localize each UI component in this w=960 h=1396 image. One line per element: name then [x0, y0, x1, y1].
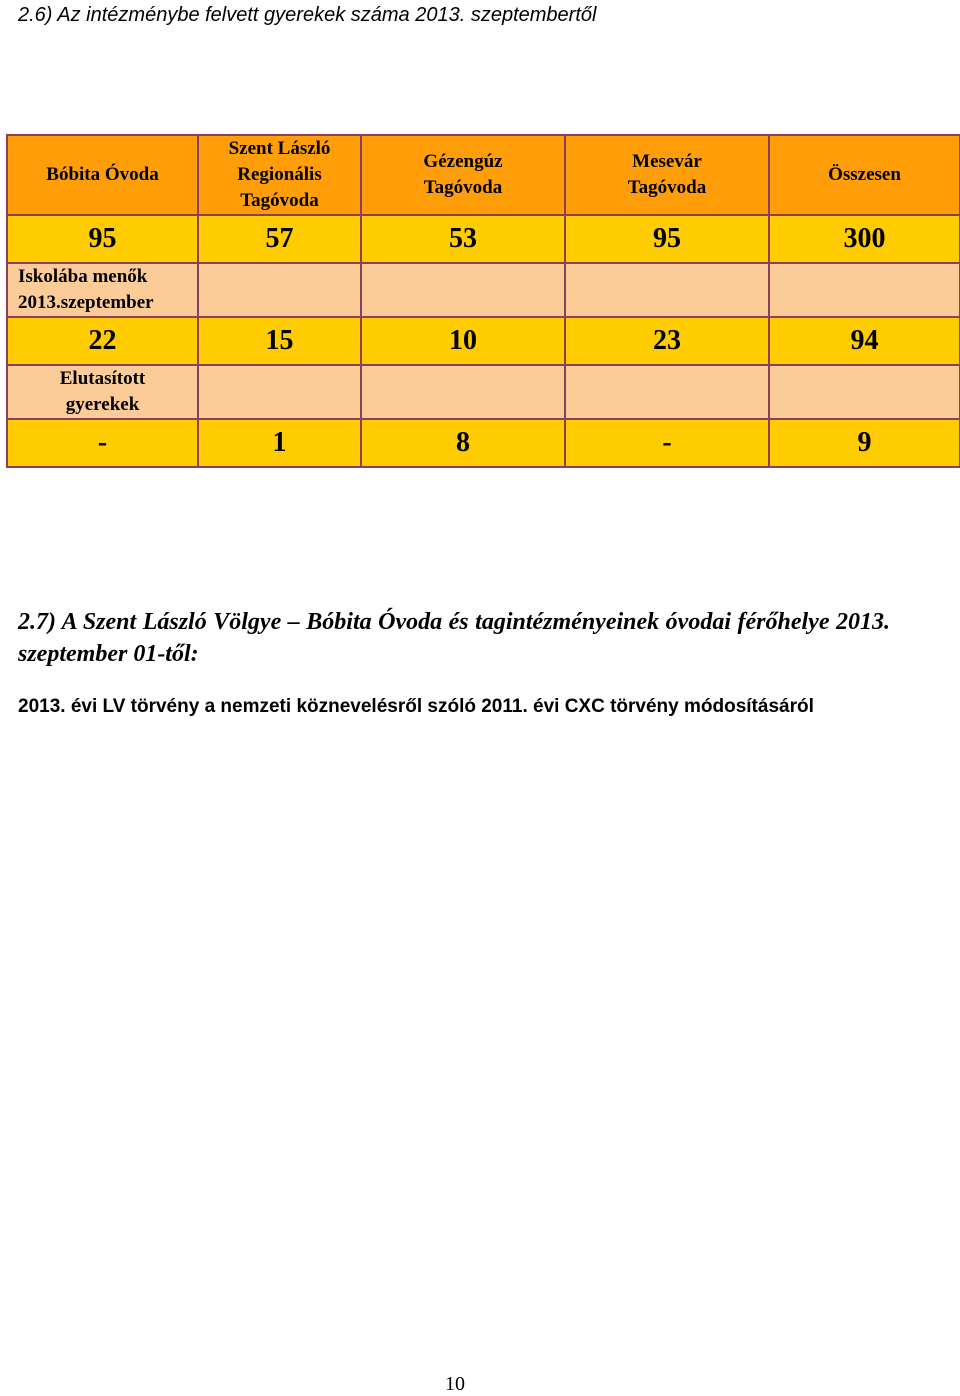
empty-cell: [565, 263, 769, 317]
cell-value: 23: [565, 317, 769, 365]
empty-cell: [198, 365, 361, 419]
label-line: Elutasított: [59, 368, 146, 389]
header-line: Tagóvoda: [423, 177, 503, 198]
empty-cell: [361, 263, 565, 317]
enrollment-table: [6, 134, 960, 468]
table-row-enrolled: [7, 215, 960, 263]
header-gezenguz: [361, 135, 565, 215]
cell-value: 53: [361, 215, 565, 263]
cell-value: 1: [198, 419, 361, 467]
header-line: Regionális: [237, 164, 322, 185]
cell-value: 22: [7, 317, 198, 365]
table-header-row: [7, 135, 960, 215]
cell-value: -: [7, 419, 198, 467]
header-mesevar: [565, 135, 769, 215]
cell-value: 57: [198, 215, 361, 263]
section-title-2-6: 2.6) Az intézménybe felvett gyerekek száma 2013. szeptembertől: [18, 4, 597, 26]
header-total: [769, 135, 960, 215]
empty-cell: [769, 263, 960, 317]
cell-value: 15: [198, 317, 361, 365]
cell-value: 95: [565, 215, 769, 263]
header-szent-laszlo: [198, 135, 361, 215]
section-title-2-7: 2.7) A Szent László Völgye – Bóbita Óvoda és tagintézményeinek óvodai férőhelye 2013. szeptember 01-től:: [18, 609, 890, 667]
label-line: 2013.szeptember: [18, 292, 154, 313]
empty-cell: [565, 365, 769, 419]
label-line: gyerekek: [65, 394, 140, 415]
table-row-school-label: [7, 263, 960, 317]
school-label: [7, 263, 198, 317]
table-row-school: [7, 317, 960, 365]
header-line: Tagóvoda: [627, 177, 707, 198]
header-line: Szent László: [228, 138, 331, 159]
header-bobita: [7, 135, 198, 215]
table-row-rejected: [7, 419, 960, 467]
cell-value: 300: [769, 215, 960, 263]
cell-value: 9: [769, 419, 960, 467]
table-row-rejected-label: [7, 365, 960, 419]
empty-cell: [198, 263, 361, 317]
cell-value: 94: [769, 317, 960, 365]
header-line: Gézengúz: [423, 151, 503, 172]
header-line: Mesevár: [632, 151, 702, 172]
header-line: Összesen: [828, 164, 901, 185]
cell-value: -: [565, 419, 769, 467]
cell-value: 10: [361, 317, 565, 365]
cell-value: 95: [7, 215, 198, 263]
page-number: 10: [445, 1373, 465, 1395]
empty-cell: [361, 365, 565, 419]
law-paragraph: 2013. évi LV törvény a nemzeti köznevelésről szóló 2011. évi CXC törvény módosításáról: [18, 696, 814, 717]
header-line: Tagóvoda: [240, 190, 319, 211]
cell-value: 8: [361, 419, 565, 467]
label-line: Iskolába menők: [18, 266, 148, 287]
rejected-label: [7, 365, 198, 419]
header-line: Bóbita Óvoda: [46, 164, 159, 185]
empty-cell: [769, 365, 960, 419]
